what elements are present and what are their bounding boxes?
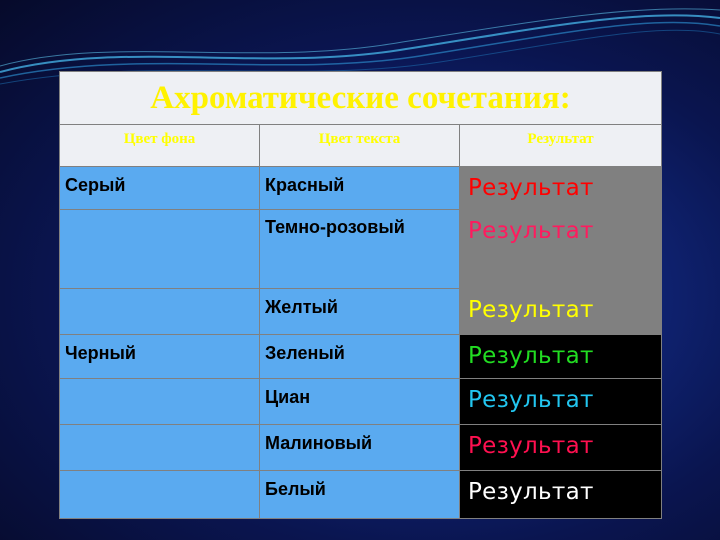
background-color-cell: Серый bbox=[60, 167, 260, 210]
table-row bbox=[60, 289, 662, 335]
result-sample: Результат bbox=[460, 289, 662, 335]
header-result: Результат bbox=[460, 125, 662, 167]
header-background-color: Цвет фона bbox=[60, 125, 260, 167]
background-color-cell bbox=[60, 425, 260, 471]
result-sample: Результат bbox=[460, 471, 662, 519]
background-color-cell bbox=[60, 379, 260, 425]
header-text-color: Цвет текста bbox=[260, 125, 460, 167]
text-color-cell: Белый bbox=[260, 471, 460, 519]
table-row bbox=[60, 471, 662, 519]
color-combinations-table bbox=[59, 71, 662, 519]
text-color-cell: Темно-розовый bbox=[260, 210, 460, 289]
result-sample: Результат bbox=[460, 210, 662, 289]
result-sample: Результат bbox=[460, 425, 662, 471]
table-title: Ахроматические сочетания: bbox=[60, 72, 662, 125]
background-color-cell bbox=[60, 289, 260, 335]
table-row bbox=[60, 379, 662, 425]
table-row bbox=[60, 167, 662, 210]
text-color-cell: Циан bbox=[260, 379, 460, 425]
title-row bbox=[60, 72, 662, 125]
background-color-cell bbox=[60, 210, 260, 289]
result-sample: Результат bbox=[460, 379, 662, 425]
header-row bbox=[60, 125, 662, 167]
text-color-cell: Малиновый bbox=[260, 425, 460, 471]
text-color-cell: Желтый bbox=[260, 289, 460, 335]
text-color-cell: Зеленый bbox=[260, 335, 460, 379]
table-row bbox=[60, 210, 662, 289]
result-sample: Результат bbox=[460, 167, 662, 210]
table-row bbox=[60, 335, 662, 379]
text-color-cell: Красный bbox=[260, 167, 460, 210]
table-row bbox=[60, 425, 662, 471]
background-color-cell bbox=[60, 471, 260, 519]
result-sample: Результат bbox=[460, 335, 662, 379]
background-color-cell: Черный bbox=[60, 335, 260, 379]
